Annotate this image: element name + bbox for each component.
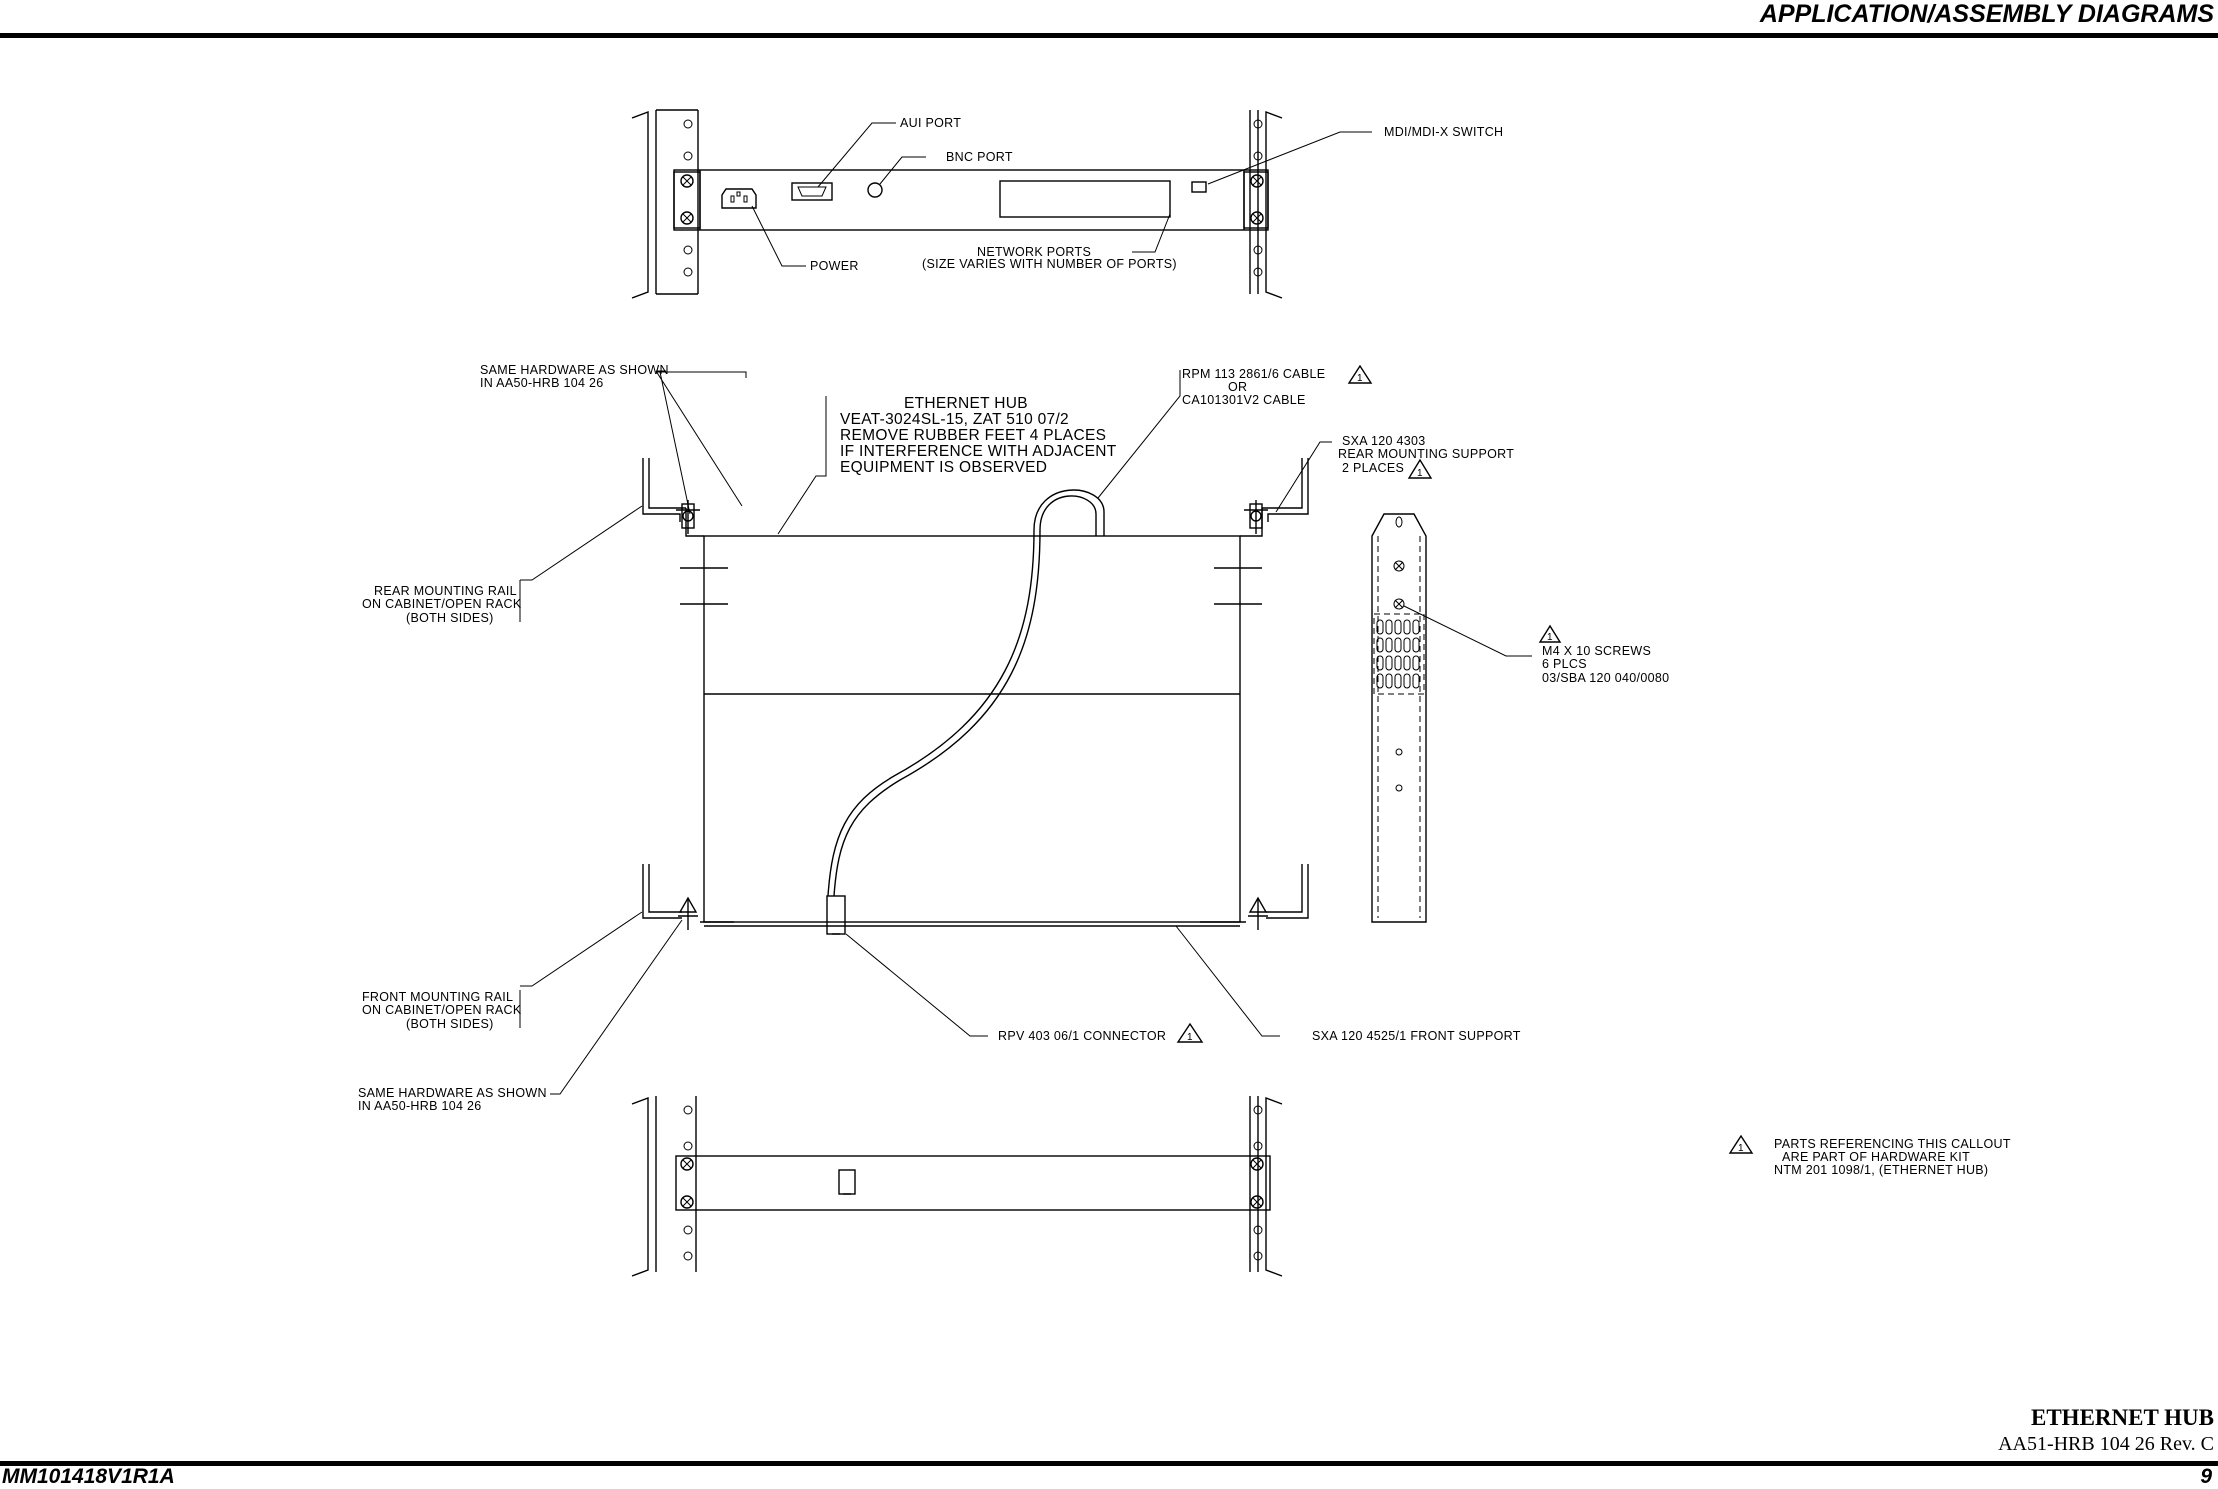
cable-alt-label: CA101301V2 CABLE [1182, 393, 1306, 407]
screw-icon [1394, 561, 1404, 571]
hub-note-3: EQUIPMENT IS OBSERVED [840, 459, 1048, 476]
cable-label: RPM 113 2861/6 CABLE [1182, 367, 1326, 381]
vent-slots [1377, 620, 1419, 688]
front-rail-sides: (BOTH SIDES) [406, 1017, 494, 1031]
mdi-switch-icon [1192, 182, 1206, 192]
front-support-bar [676, 1156, 1270, 1210]
connector-icon [839, 1170, 855, 1194]
page-number: 9 [2200, 1465, 2212, 1488]
rear-support-qty: 2 PLACES [1342, 461, 1405, 475]
note-line-3: NTM 201 1098/1, (ETHERNET HUB) [1774, 1163, 1989, 1177]
screw-icon [678, 898, 698, 930]
rear-mounting-support [1372, 514, 1426, 922]
screw-icon [1251, 1196, 1263, 1208]
hardware-kit-note [1730, 1136, 2011, 1177]
rear-mounting-rail-left [643, 458, 686, 522]
screw-icon [1394, 599, 1404, 609]
screw-icon [681, 1158, 693, 1170]
rear-mounting-rail-right [1262, 458, 1308, 522]
hub-label: ETHERNET HUB [904, 395, 1028, 412]
bnc-port-icon [868, 183, 882, 197]
hub-model: VEAT-3024SL-15, ZAT 510 07/2 [840, 411, 1069, 428]
front-mounting-rail-left [643, 864, 682, 918]
svg-text:1: 1 [1417, 468, 1423, 479]
front-support-label: SXA 120 4525/1 FRONT SUPPORT [1312, 1029, 1521, 1043]
same-hardware-top-label: SAME HARDWARE AS SHOWN [480, 363, 669, 377]
same-hardware-bottom-label: SAME HARDWARE AS SHOWN [358, 1086, 547, 1100]
front-rail-location: ON CABINET/OPEN RACK [362, 1003, 522, 1017]
screws-label: M4 X 10 SCREWS [1542, 644, 1652, 658]
note-line-2: ARE PART OF HARDWARE KIT [1782, 1150, 1971, 1164]
power-inlet-icon [722, 189, 756, 208]
warning-triangle-icon [1540, 626, 1560, 643]
screw-icon [1251, 1158, 1263, 1170]
drawing-title: ETHERNET HUB [2031, 1405, 2214, 1430]
left-rack-rail-bottom [632, 1096, 696, 1276]
screw-icon [681, 212, 693, 224]
front-mounting-rail-right [1266, 864, 1308, 918]
mdi-switch-label: MDI/MDI-X SWITCH [1384, 125, 1504, 139]
network-ports-label: NETWORK PORTS [977, 245, 1092, 259]
rear-panel-view [632, 110, 1503, 298]
screws-part: 03/SBA 120 040/0080 [1542, 671, 1670, 685]
footer-rule [0, 1461, 2218, 1466]
front-rail-label: FRONT MOUNTING RAIL [362, 990, 514, 1004]
network-ports-note: (SIZE VARIES WITH NUMBER OF PORTS) [922, 257, 1177, 271]
power-label: POWER [810, 259, 859, 273]
note-line-1: PARTS REFERENCING THIS CALLOUT [1774, 1137, 2011, 1151]
same-hardware-bottom-ref: IN AA50-HRB 104 26 [358, 1099, 482, 1113]
network-ports-block [1000, 181, 1170, 217]
svg-text:1: 1 [1357, 373, 1363, 384]
screw-icon [681, 1196, 693, 1208]
svg-text:1: 1 [1547, 632, 1553, 643]
hub-note-2: IF INTERFERENCE WITH ADJACENT [840, 443, 1117, 460]
screws-qty: 6 PLCS [1542, 657, 1587, 671]
screw-icon [1251, 212, 1263, 224]
doc-code: MM101418V1R1A [2, 1465, 175, 1488]
bnc-port-label: BNC PORT [946, 150, 1013, 164]
aui-port-label: AUI PORT [900, 116, 962, 130]
cable-connector [827, 896, 845, 934]
warning-triangle-icon [1409, 460, 1431, 479]
screw-icon [1248, 898, 1268, 930]
rear-rail-sides: (BOTH SIDES) [406, 611, 494, 625]
right-rack-rail-bottom [1250, 1096, 1282, 1276]
connector-label: RPV 403 06/1 CONNECTOR [998, 1029, 1167, 1043]
screw-icon [681, 175, 693, 187]
svg-text:1: 1 [1738, 1143, 1744, 1154]
warning-triangle-icon [1178, 1024, 1202, 1043]
rear-rail-location: ON CABINET/OPEN RACK [362, 597, 522, 611]
rear-support-label: REAR MOUNTING SUPPORT [1338, 447, 1515, 461]
right-rack-rail-top [1250, 110, 1282, 298]
same-hardware-top-ref: IN AA50-HRB 104 26 [480, 376, 604, 390]
cable-or: OR [1228, 380, 1248, 394]
svg-text:1: 1 [1187, 1032, 1193, 1043]
ethernet-hub-body [704, 536, 1240, 922]
screw-icon [1244, 500, 1268, 534]
section-title: APPLICATION/ASSEMBLY DIAGRAMS [1759, 0, 2214, 28]
warning-triangle-icon [1349, 366, 1371, 384]
drawing-number: AA51-HRB 104 26 Rev. C [1998, 1433, 2214, 1455]
front-panel-view [632, 1096, 1282, 1276]
warning-triangle-icon [1730, 1136, 1752, 1154]
screw-icon [1251, 175, 1263, 187]
left-rack-rail-top [632, 110, 698, 298]
hub-note-1: REMOVE RUBBER FEET 4 PLACES [840, 427, 1107, 444]
hub-assembly-view [358, 363, 1669, 1113]
aui-port-icon [792, 183, 832, 200]
ethernet-cable [828, 490, 1104, 896]
rear-support-part: SXA 120 4303 [1342, 434, 1426, 448]
rear-rail-label: REAR MOUNTING RAIL [374, 584, 517, 598]
